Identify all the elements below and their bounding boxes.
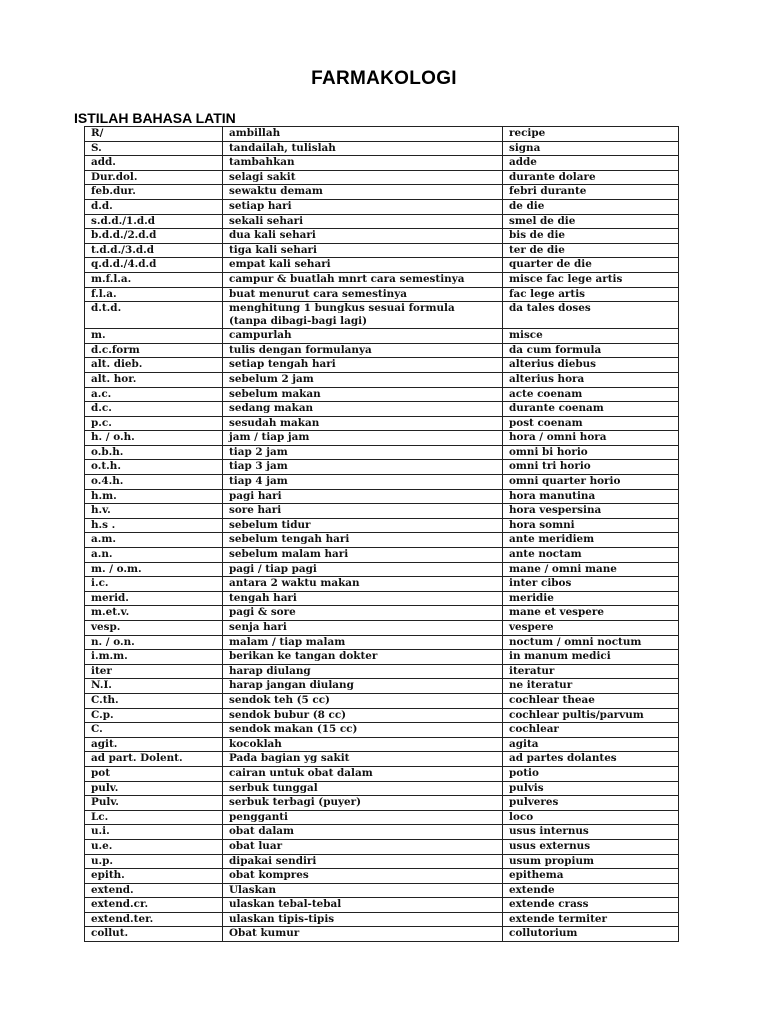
table-row: [85, 214, 679, 229]
table-row: [85, 548, 679, 563]
latin-cell: misce: [503, 329, 679, 344]
latin-cell: omni tri horio: [503, 460, 679, 475]
latin-cell: meridie: [503, 591, 679, 606]
abbreviation-cell: Lc.: [85, 810, 223, 825]
meaning-cell: serbuk terbagi (puyer): [223, 796, 503, 811]
latin-cell: ne iteratur: [503, 679, 679, 694]
table-row: [85, 229, 679, 244]
meaning-cell: harap diulang: [223, 664, 503, 679]
latin-cell: hora somni: [503, 518, 679, 533]
table-row: [85, 883, 679, 898]
abbreviation-cell: n. / o.n.: [85, 635, 223, 650]
table-row: [85, 825, 679, 840]
table-row: [85, 912, 679, 927]
latin-cell: usum propium: [503, 854, 679, 869]
meaning-cell: obat kompres: [223, 869, 503, 884]
abbreviation-cell: o.4.h.: [85, 475, 223, 490]
meaning-cell: sendok makan (15 cc): [223, 723, 503, 738]
abbreviation-cell: m.et.v.: [85, 606, 223, 621]
latin-cell: post coenam: [503, 416, 679, 431]
meaning-cell: tiap 3 jam: [223, 460, 503, 475]
meaning-cell: sendok teh (5 cc): [223, 693, 503, 708]
abbreviation-cell: Pulv.: [85, 796, 223, 811]
latin-terms-table-body: [85, 127, 679, 942]
table-row: [85, 416, 679, 431]
table-row: [85, 272, 679, 287]
meaning-cell: tandailah, tulislah: [223, 141, 503, 156]
latin-cell: fac lege artis: [503, 287, 679, 302]
abbreviation-cell: u.i.: [85, 825, 223, 840]
table-row: [85, 577, 679, 592]
table-row: [85, 796, 679, 811]
table-row: [85, 723, 679, 738]
latin-cell: vespere: [503, 621, 679, 636]
meaning-cell: ambillah: [223, 127, 503, 142]
abbreviation-cell: epith.: [85, 869, 223, 884]
latin-cell: cochlear pultis/parvum: [503, 708, 679, 723]
latin-cell: ante meridiem: [503, 533, 679, 548]
meaning-cell: tiga kali sehari: [223, 243, 503, 258]
abbreviation-cell: C.: [85, 723, 223, 738]
latin-cell: signa: [503, 141, 679, 156]
latin-cell: pulveres: [503, 796, 679, 811]
section-heading: ISTILAH BAHASA LATIN: [74, 110, 236, 126]
table-row: [85, 664, 679, 679]
meaning-cell: sekali sehari: [223, 214, 503, 229]
meaning-cell: serbuk tunggal: [223, 781, 503, 796]
meaning-cell: ulaskan tipis-tipis: [223, 912, 503, 927]
abbreviation-cell: d.d.: [85, 199, 223, 214]
latin-cell: in manum medici: [503, 650, 679, 665]
table-row: [85, 489, 679, 504]
latin-cell: usus externus: [503, 839, 679, 854]
abbreviation-cell: d.c.form: [85, 343, 223, 358]
latin-cell: extende termiter: [503, 912, 679, 927]
latin-cell: extende crass: [503, 898, 679, 913]
meaning-cell: kocoklah: [223, 737, 503, 752]
meaning-cell: sewaktu demam: [223, 185, 503, 200]
meaning-cell: dua kali sehari: [223, 229, 503, 244]
table-row: [85, 854, 679, 869]
abbreviation-cell: h.m.: [85, 489, 223, 504]
meaning-cell: sebelum malam hari: [223, 548, 503, 563]
table-row: [85, 591, 679, 606]
latin-cell: omni quarter horio: [503, 475, 679, 490]
meaning-cell: tiap 4 jam: [223, 475, 503, 490]
meaning-cell: sedang makan: [223, 402, 503, 417]
abbreviation-cell: a.n.: [85, 548, 223, 563]
abbreviation-cell: m.: [85, 329, 223, 344]
abbreviation-cell: extend.cr.: [85, 898, 223, 913]
abbreviation-cell: extend.: [85, 883, 223, 898]
meaning-cell: campurlah: [223, 329, 503, 344]
latin-cell: quarter de die: [503, 258, 679, 273]
latin-cell: collutorium: [503, 927, 679, 942]
abbreviation-cell: i.m.m.: [85, 650, 223, 665]
table-row: [85, 258, 679, 273]
table-row: [85, 693, 679, 708]
table-row: [85, 679, 679, 694]
abbreviation-cell: C.p.: [85, 708, 223, 723]
abbreviation-cell: i.c.: [85, 577, 223, 592]
meaning-cell: tiap 2 jam: [223, 445, 503, 460]
abbreviation-cell: o.t.h.: [85, 460, 223, 475]
meaning-cell: Ulaskan: [223, 883, 503, 898]
abbreviation-cell: s.d.d./1.d.d: [85, 214, 223, 229]
meaning-cell: tulis dengan formulanya: [223, 343, 503, 358]
abbreviation-cell: o.b.h.: [85, 445, 223, 460]
meaning-cell: malam / tiap malam: [223, 635, 503, 650]
latin-cell: omni bi horio: [503, 445, 679, 460]
latin-cell: ad partes dolantes: [503, 752, 679, 767]
abbreviation-cell: u.p.: [85, 854, 223, 869]
latin-cell: durante coenam: [503, 402, 679, 417]
latin-cell: hora / omni hora: [503, 431, 679, 446]
meaning-cell: campur & buatlah mnrt cara semestinya: [223, 272, 503, 287]
meaning-cell: sebelum 2 jam: [223, 372, 503, 387]
abbreviation-cell: add.: [85, 156, 223, 171]
meaning-cell: setiap tengah hari: [223, 358, 503, 373]
meaning-cell: setiap hari: [223, 199, 503, 214]
abbreviation-cell: q.d.d./4.d.d: [85, 258, 223, 273]
table-row: [85, 504, 679, 519]
meaning-cell: selagi sakit: [223, 170, 503, 185]
meaning-cell: sebelum tengah hari: [223, 533, 503, 548]
meaning-cell: dipakai sendiri: [223, 854, 503, 869]
table-row: [85, 141, 679, 156]
abbreviation-cell: f.l.a.: [85, 287, 223, 302]
abbreviation-cell: b.d.d./2.d.d: [85, 229, 223, 244]
table-row: [85, 287, 679, 302]
meaning-cell: sebelum makan: [223, 387, 503, 402]
meaning-cell: jam / tiap jam: [223, 431, 503, 446]
latin-cell: recipe: [503, 127, 679, 142]
latin-cell: pulvis: [503, 781, 679, 796]
meaning-cell: tengah hari: [223, 591, 503, 606]
latin-cell: ter de die: [503, 243, 679, 258]
latin-cell: iteratur: [503, 664, 679, 679]
abbreviation-cell: pulv.: [85, 781, 223, 796]
meaning-cell: pengganti: [223, 810, 503, 825]
latin-cell: adde: [503, 156, 679, 171]
table-row: [85, 460, 679, 475]
latin-cell: ante noctam: [503, 548, 679, 563]
latin-cell: alterius diebus: [503, 358, 679, 373]
latin-cell: mane / omni mane: [503, 562, 679, 577]
table-row: [85, 869, 679, 884]
table-row: [85, 650, 679, 665]
abbreviation-cell: agit.: [85, 737, 223, 752]
table-row: [85, 329, 679, 344]
latin-cell: loco: [503, 810, 679, 825]
table-row: [85, 387, 679, 402]
meaning-cell: sebelum tidur: [223, 518, 503, 533]
meaning-cell: cairan untuk obat dalam: [223, 766, 503, 781]
table-row: [85, 199, 679, 214]
latin-cell: da cum formula: [503, 343, 679, 358]
latin-cell: acte coenam: [503, 387, 679, 402]
table-row: [85, 898, 679, 913]
abbreviation-cell: h. / o.h.: [85, 431, 223, 446]
abbreviation-cell: m.f.l.a.: [85, 272, 223, 287]
meaning-cell: empat kali sehari: [223, 258, 503, 273]
latin-cell: epithema: [503, 869, 679, 884]
table-row: [85, 402, 679, 417]
table-row: [85, 562, 679, 577]
table-row: [85, 302, 679, 329]
latin-cell: cochlear: [503, 723, 679, 738]
meaning-cell: pagi / tiap pagi: [223, 562, 503, 577]
meaning-cell: antara 2 waktu makan: [223, 577, 503, 592]
table-row: [85, 810, 679, 825]
meaning-cell: sore hari: [223, 504, 503, 519]
meaning-cell: menghitung 1 bungkus sesuai formula (tanpa dibagi-bagi lagi): [223, 302, 503, 329]
meaning-cell: senja hari: [223, 621, 503, 636]
abbreviation-cell: alt. hor.: [85, 372, 223, 387]
abbreviation-cell: vesp.: [85, 621, 223, 636]
table-row: [85, 358, 679, 373]
latin-cell: cochlear theae: [503, 693, 679, 708]
table-row: [85, 766, 679, 781]
meaning-cell: harap jangan diulang: [223, 679, 503, 694]
meaning-cell: buat menurut cara semestinya: [223, 287, 503, 302]
abbreviation-cell: extend.ter.: [85, 912, 223, 927]
abbreviation-cell: S.: [85, 141, 223, 156]
table-row: [85, 708, 679, 723]
abbreviation-cell: iter: [85, 664, 223, 679]
table-row: [85, 737, 679, 752]
abbreviation-cell: t.d.d./3.d.d: [85, 243, 223, 258]
meaning-cell: pagi hari: [223, 489, 503, 504]
abbreviation-cell: merid.: [85, 591, 223, 606]
table-row: [85, 839, 679, 854]
meaning-cell: obat luar: [223, 839, 503, 854]
abbreviation-cell: h.s .: [85, 518, 223, 533]
latin-terms-table: [84, 126, 679, 942]
table-row: [85, 243, 679, 258]
table-row: [85, 156, 679, 171]
latin-cell: misce fac lege artis: [503, 272, 679, 287]
latin-cell: alterius hora: [503, 372, 679, 387]
table-row: [85, 606, 679, 621]
abbreviation-cell: ad part. Dolent.: [85, 752, 223, 767]
abbreviation-cell: C.th.: [85, 693, 223, 708]
abbreviation-cell: a.c.: [85, 387, 223, 402]
abbreviation-cell: p.c.: [85, 416, 223, 431]
latin-cell: mane et vespere: [503, 606, 679, 621]
table-row: [85, 518, 679, 533]
latin-cell: hora manutina: [503, 489, 679, 504]
abbreviation-cell: N.I.: [85, 679, 223, 694]
document-title: FARMAKOLOGI: [311, 68, 457, 89]
meaning-cell: obat dalam: [223, 825, 503, 840]
table-row: [85, 127, 679, 142]
table-row: [85, 752, 679, 767]
meaning-cell: berikan ke tangan dokter: [223, 650, 503, 665]
latin-cell: usus internus: [503, 825, 679, 840]
latin-cell: hora vespersina: [503, 504, 679, 519]
table-row: [85, 431, 679, 446]
latin-cell: inter cibos: [503, 577, 679, 592]
meaning-cell: ulaskan tebal-tebal: [223, 898, 503, 913]
latin-cell: durante dolare: [503, 170, 679, 185]
table-row: [85, 185, 679, 200]
abbreviation-cell: h.v.: [85, 504, 223, 519]
latin-cell: extende: [503, 883, 679, 898]
meaning-cell: pagi & sore: [223, 606, 503, 621]
meaning-cell: Obat kumur: [223, 927, 503, 942]
table-row: [85, 635, 679, 650]
latin-cell: febri durante: [503, 185, 679, 200]
table-row: [85, 343, 679, 358]
table-row: [85, 621, 679, 636]
latin-cell: agita: [503, 737, 679, 752]
table-row: [85, 445, 679, 460]
meaning-cell: sesudah makan: [223, 416, 503, 431]
abbreviation-cell: pot: [85, 766, 223, 781]
abbreviation-cell: d.t.d.: [85, 302, 223, 329]
latin-cell: potio: [503, 766, 679, 781]
table-row: [85, 170, 679, 185]
meaning-cell: tambahkan: [223, 156, 503, 171]
latin-cell: de die: [503, 199, 679, 214]
latin-cell: da tales doses: [503, 302, 679, 329]
table-row: [85, 533, 679, 548]
table-row: [85, 475, 679, 490]
abbreviation-cell: a.m.: [85, 533, 223, 548]
table-row: [85, 927, 679, 942]
abbreviation-cell: collut.: [85, 927, 223, 942]
abbreviation-cell: alt. dieb.: [85, 358, 223, 373]
latin-cell: noctum / omni noctum: [503, 635, 679, 650]
meaning-cell: sendok bubur (8 cc): [223, 708, 503, 723]
abbreviation-cell: R/: [85, 127, 223, 142]
abbreviation-cell: u.e.: [85, 839, 223, 854]
abbreviation-cell: d.c.: [85, 402, 223, 417]
abbreviation-cell: feb.dur.: [85, 185, 223, 200]
abbreviation-cell: m. / o.m.: [85, 562, 223, 577]
table-row: [85, 372, 679, 387]
latin-cell: smel de die: [503, 214, 679, 229]
meaning-cell: Pada bagian yg sakit: [223, 752, 503, 767]
abbreviation-cell: Dur.dol.: [85, 170, 223, 185]
latin-cell: bis de die: [503, 229, 679, 244]
table-row: [85, 781, 679, 796]
